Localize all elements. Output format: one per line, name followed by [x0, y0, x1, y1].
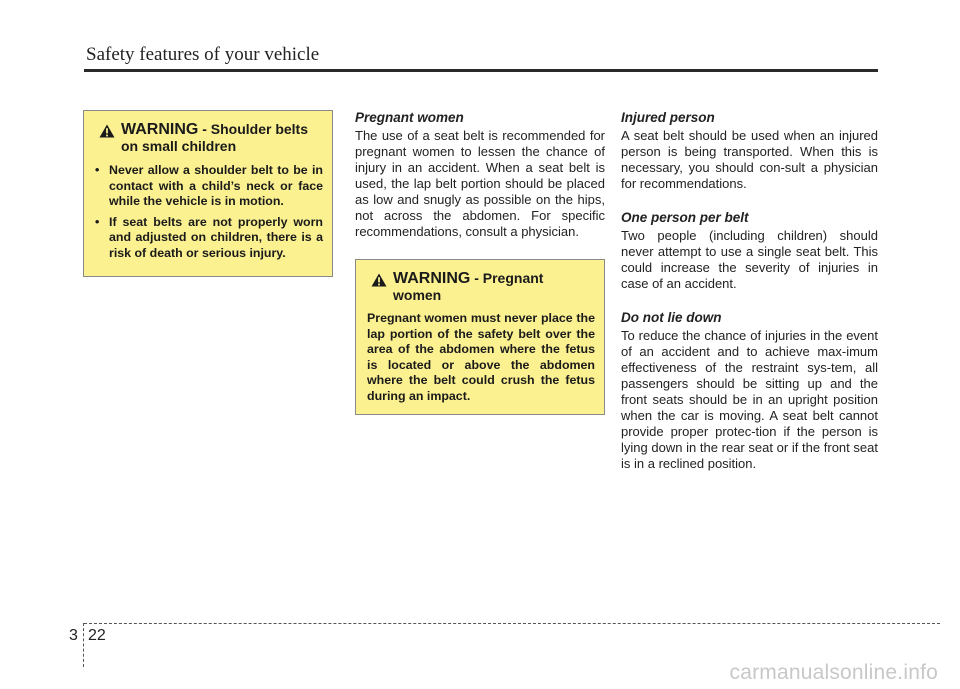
warning-label: WARNING: [393, 270, 471, 287]
warning-text: Pregnant women must never place the lap portion of the safety belt over the area of the abdomen where the fetus is located or above the abdomen where the belt could crush the fetus during an impact.: [367, 311, 595, 403]
warning-title: [393, 270, 595, 304]
warning-triangle-icon: [99, 124, 115, 143]
warning-list-item: • Never allow a shoulder belt to be in contact with a child’s neck or face while the vehicle is in motion.: [95, 163, 323, 210]
section-heading-pregnant: Pregnant women: [355, 110, 464, 125]
section-text-one-person: Two people (including children) should never attempt to use a single seat belt. This could increase the severity of injuries in case of an accident.: [621, 228, 878, 291]
footer-vertical-divider: [83, 623, 84, 667]
warning-heading: [367, 270, 595, 304]
section-text-pregnant: The use of a seat belt is recommended for pregnant women to lessen the chance of injury in an accident. When a seat belt is used, the lap belt portion should be placed as low and snugly as possible on the hips, not across the abdomen. For specific recommendations, consult a physician.: [355, 128, 605, 239]
warning-label: WARNING: [121, 121, 199, 138]
warning-title-text: - Shoulder belts on small children: [121, 121, 309, 154]
page-number: 22: [88, 627, 106, 644]
warning-triangle-icon: [371, 273, 387, 292]
section-heading-lie-down: Do not lie down: [621, 310, 722, 325]
warning-title: [121, 121, 323, 155]
warning-heading: [95, 121, 323, 155]
column-left: [83, 110, 333, 277]
section-heading-injured: Injured person: [621, 110, 715, 125]
section-text-injured: A seat belt should be used when an injured person is being transported. When this is necessary, you should con-sult a physician for recommendations.: [621, 128, 878, 191]
chapter-number: 3: [69, 627, 78, 644]
page-header-title: Safety features of your vehicle: [86, 44, 320, 65]
watermark: carmanualsonline.info: [729, 661, 938, 684]
section-text-lie-down: To reduce the chance of injuries in the event of an accident and to achieve max-imum effectiveness of the restraint sys-tem, all passengers should be sitting up and the front seats should be in an upright position when the car is moving. A seat belt cannot provide proper protec-tion if the person is lying down in the rear seat or if the front seat is in a reclined position.: [621, 328, 878, 471]
warning-box-shoulder-belts: [83, 110, 333, 277]
warning-list: [95, 163, 323, 261]
column-middle: [355, 110, 605, 415]
column-right: [621, 110, 878, 490]
section-heading-one-person: One person per belt: [621, 210, 749, 225]
footer-divider: [84, 623, 940, 624]
header-divider: [84, 69, 878, 72]
warning-title-text: - Pregnant women: [393, 270, 544, 303]
warning-box-pregnant: [355, 259, 605, 415]
warning-list-item: • If seat belts are not properly worn and adjusted on children, there is a risk of death or serious injury.: [95, 215, 323, 262]
